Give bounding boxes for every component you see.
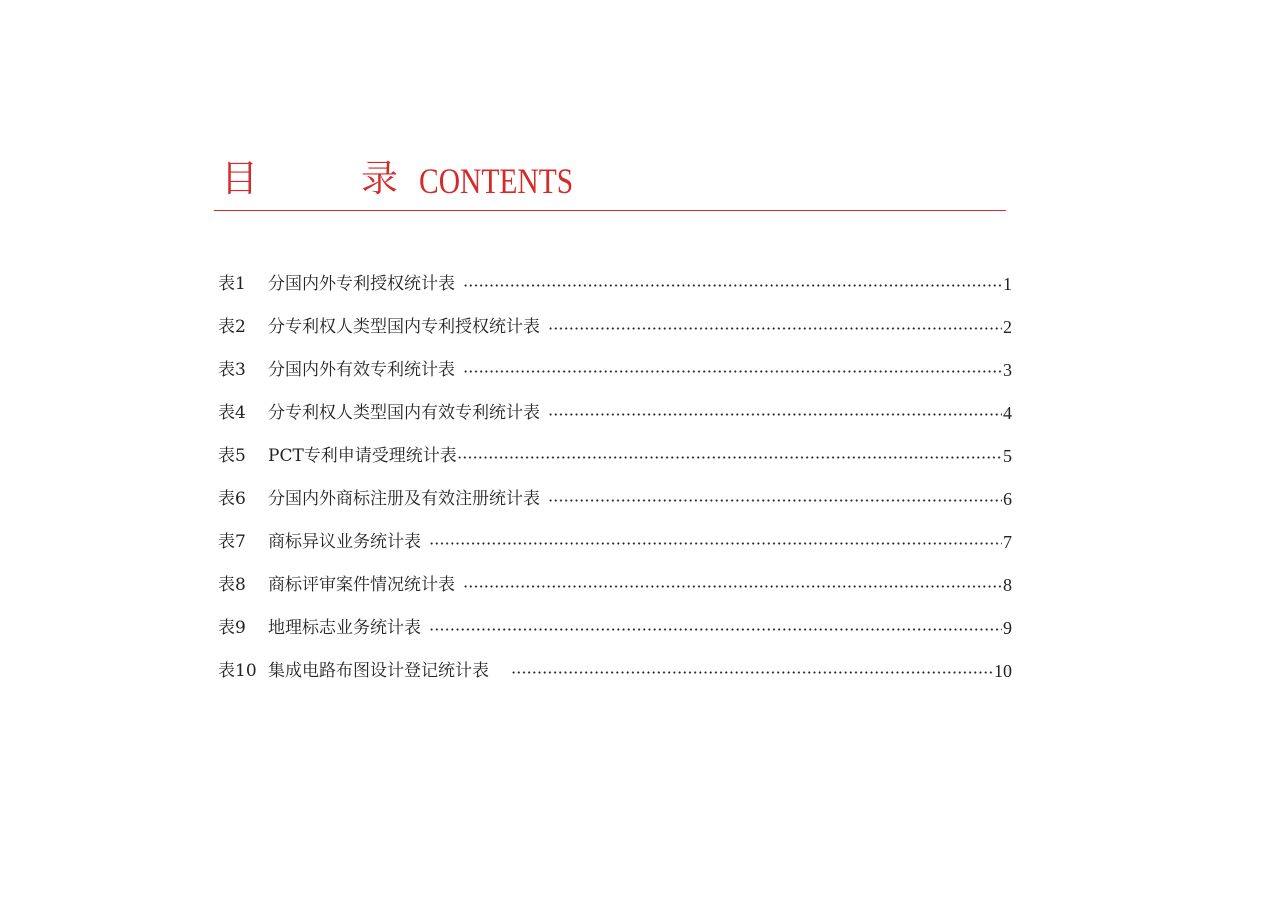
heading-char-lu: 录 xyxy=(361,157,398,200)
heading-char-mu: 目 xyxy=(221,157,258,200)
toc-dot-leader xyxy=(463,585,1002,588)
heading-divider xyxy=(214,210,1006,211)
toc-dot-leader xyxy=(548,499,1002,502)
contents-heading xyxy=(221,156,981,206)
toc-entry-title: 商标评审案件情况统计表 xyxy=(268,574,455,595)
toc-entry-page: 2 xyxy=(1003,316,1012,337)
toc-entry-number: 表1 xyxy=(218,273,246,294)
toc-dot-leader xyxy=(429,628,1002,631)
toc-dot-leader xyxy=(463,370,1002,373)
toc-entry-title: 分国内外专利授权统计表 xyxy=(268,273,455,294)
toc-dot-leader xyxy=(429,542,1002,545)
toc-entry[interactable] xyxy=(218,262,1012,305)
toc-entry-number: 表8 xyxy=(218,574,246,595)
toc-entry-number: 表10 xyxy=(218,660,257,681)
heading-english: CONTENTS xyxy=(419,161,574,201)
toc-entry-page: 4 xyxy=(1003,402,1012,423)
toc-entry-number: 表2 xyxy=(218,316,246,337)
table-of-contents xyxy=(218,262,1012,692)
toc-entry[interactable] xyxy=(218,348,1012,391)
toc-entry-page: 5 xyxy=(1003,445,1012,466)
toc-entry-title: PCT专利申请受理统计表 xyxy=(268,445,457,466)
toc-entry-page: 3 xyxy=(1003,359,1012,380)
toc-entry-page: 1 xyxy=(1003,273,1012,294)
toc-entry-title: 集成电路布图设计登记统计表 xyxy=(268,660,489,681)
toc-entry-page: 9 xyxy=(1003,617,1012,638)
toc-entry-page: 6 xyxy=(1003,488,1012,509)
toc-entry[interactable] xyxy=(218,563,1012,606)
toc-entry[interactable] xyxy=(218,434,1012,477)
toc-entry[interactable] xyxy=(218,477,1012,520)
toc-entry-title: 分专利权人类型国内专利授权统计表 xyxy=(268,316,540,337)
toc-entry-number: 表7 xyxy=(218,531,246,552)
toc-dot-leader xyxy=(548,413,1002,416)
toc-entry-title: 分国内外商标注册及有效注册统计表 xyxy=(268,488,540,509)
toc-dot-leader xyxy=(463,284,1002,287)
toc-entry-number: 表4 xyxy=(218,402,246,423)
toc-entry-number: 表3 xyxy=(218,359,246,380)
toc-entry-title: 商标异议业务统计表 xyxy=(268,531,421,552)
toc-entry-title: 分专利权人类型国内有效专利统计表 xyxy=(268,402,540,423)
toc-entry[interactable] xyxy=(218,606,1012,649)
toc-entry[interactable] xyxy=(218,520,1012,563)
toc-entry-number: 表9 xyxy=(218,617,246,638)
toc-entry-number: 表5 xyxy=(218,445,246,466)
toc-entry-title: 地理标志业务统计表 xyxy=(268,617,421,638)
toc-entry-number: 表6 xyxy=(218,488,246,509)
toc-entry-page: 8 xyxy=(1003,574,1012,595)
toc-entry-page: 10 xyxy=(994,660,1012,681)
toc-entry[interactable] xyxy=(218,305,1012,348)
toc-dot-leader xyxy=(548,327,1002,330)
toc-dot-leader xyxy=(457,456,1002,459)
toc-entry[interactable] xyxy=(218,649,1012,692)
toc-entry-title: 分国内外有效专利统计表 xyxy=(268,359,455,380)
toc-dot-leader xyxy=(511,671,993,674)
toc-entry-page: 7 xyxy=(1003,531,1012,552)
toc-entry[interactable] xyxy=(218,391,1012,434)
